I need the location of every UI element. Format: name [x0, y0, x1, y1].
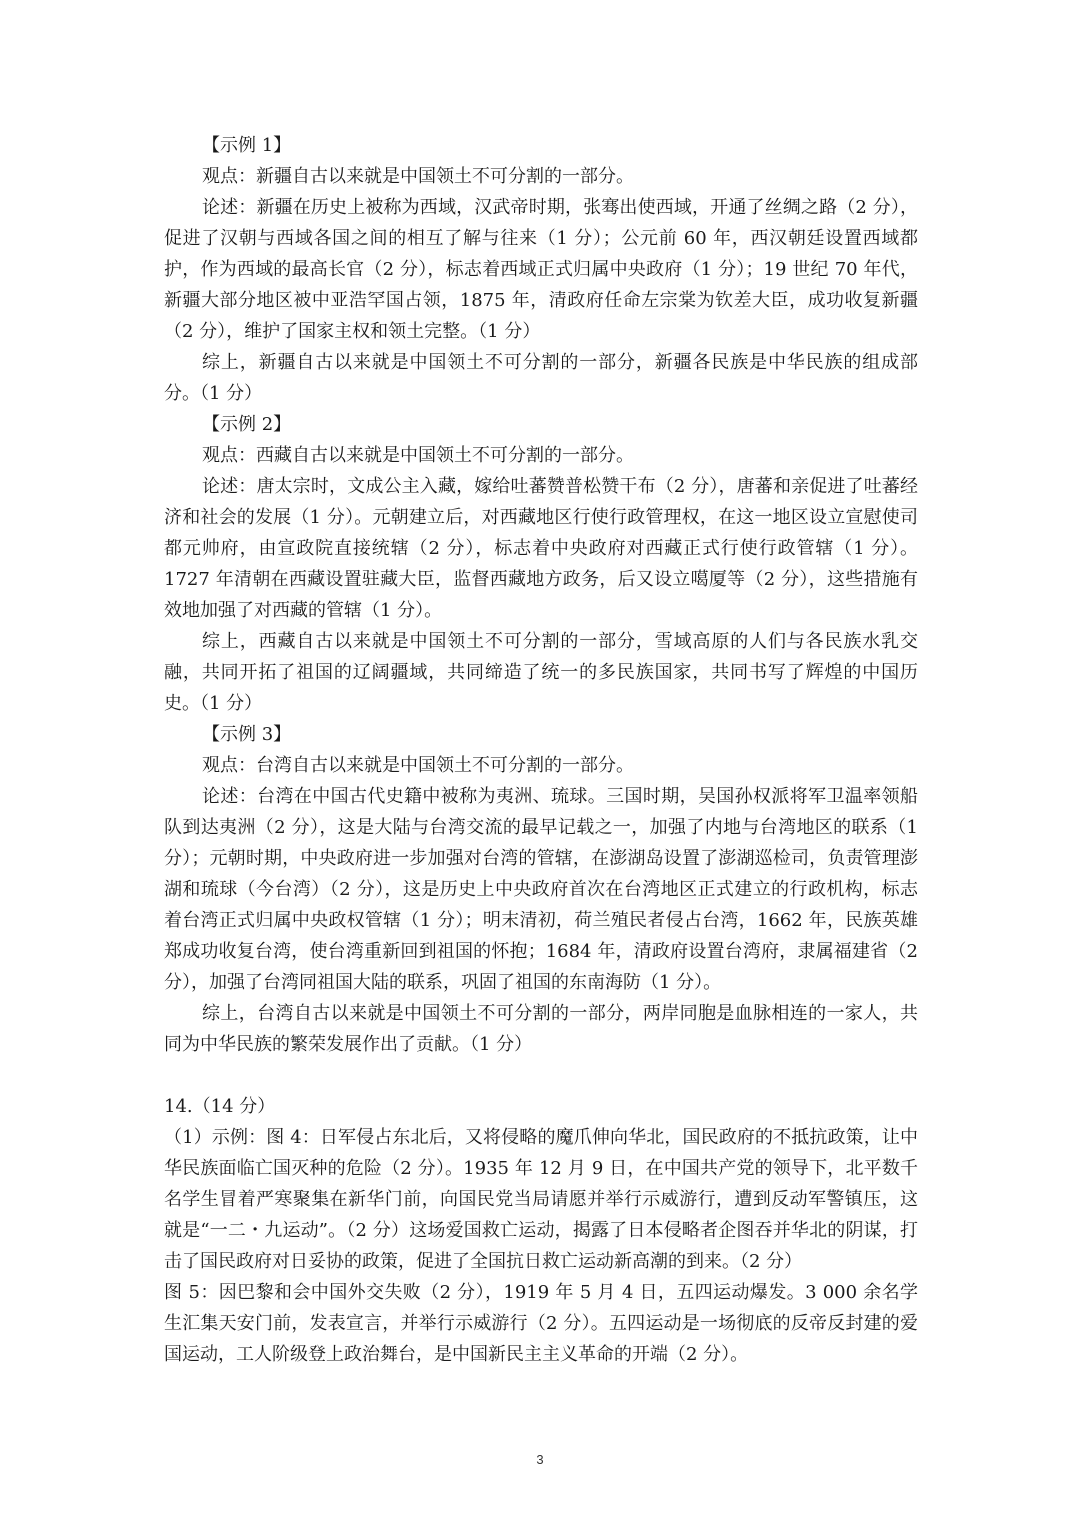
question-14-title: 14.（14 分）	[164, 1096, 276, 1117]
example-3-conclusion: 综上，台湾自古以来就是中国领土不可分割的一部分，两岸同胞是血脉相连的一家人，共同为中华民族的繁荣发展作出了贡献。（1 分）	[164, 1003, 918, 1055]
example-2-heading: 【示例 2】	[202, 414, 292, 435]
example-1-argument: 论述：新疆在历史上被称为西域，汉武帝时期，张骞出使西域，开通了丝绸之路（2 分），促进了汉朝与西域各国之间的相互了解与往来（1 分）；公元前 60 年，西汉朝廷设置西域都护，作为西域的最高长官（2 分），标志着西域正式归属中央政府（1 分）；19 世纪 70 年代，新疆大部分地区被中亚浩罕国占领，1875 年，清政府任命左宗棠为钦差大臣，成功收复新疆（2 分），维护了国家主权和领土完整。（1 分）	[164, 197, 918, 342]
page-number: 3	[536, 1452, 544, 1467]
example-1-viewpoint: 观点：新疆自古以来就是中国领土不可分割的一部分。	[202, 166, 634, 187]
question-14-figure-5: 图 5：因巴黎和会中国外交失败（2 分），1919 年 5 月 4 日，五四运动爆发。3 000 余名学生汇集天安门前，发表宣言，并举行示威游行（2 分）。五四运动是一场彻底的反帝反封建的爱国运动，工人阶级登上政治舞台，是中国新民主主义革命的开端（2 分）。	[164, 1282, 918, 1365]
question-14-part-1: （1）示例：图 4：日军侵占东北后，又将侵略的魔爪伸向华北，国民政府的不抵抗政策，让中华民族面临亡国灭种的危险（2 分）。1935 年 12 月 9 日，在中国共产党的领导下，北平数千名学生冒着严寒聚集在新华门前，向国民党当局请愿并举行示威游行，遭到反动军警镇压，这就是“一二・九运动”。（2 分）这场爱国救亡运动，揭露了日本侵略者企图吞并华北的阴谋，打击了国民政府对日妥协的政策，促进了全国抗日救亡运动新高潮的到来。（2 分）	[164, 1127, 918, 1272]
example-1-heading: 【示例 1】	[202, 135, 292, 156]
example-2-conclusion: 综上，西藏自古以来就是中国领土不可分割的一部分，雪域高原的人们与各民族水乳交融，共同开拓了祖国的辽阔疆域，共同缔造了统一的多民族国家，共同书写了辉煌的中国历史。（1 分）	[164, 631, 918, 714]
example-1-conclusion: 综上，新疆自古以来就是中国领土不可分割的一部分，新疆各民族是中华民族的组成部分。（1 分）	[164, 352, 918, 404]
example-3-viewpoint: 观点：台湾自古以来就是中国领土不可分割的一部分。	[202, 755, 634, 776]
example-3-argument: 论述：台湾在中国古代史籍中被称为夷洲、琉球。三国时期，吴国孙权派将军卫温率领船队到达夷洲（2 分），这是大陆与台湾交流的最早记载之一，加强了内地与台湾地区的联系（1 分）；元朝时期，中央政府进一步加强对台湾的管辖，在澎湖岛设置了澎湖巡检司，负责管理澎湖和琉球（今台湾）（2 分），这是历史上中央政府首次在台湾地区正式建立的行政机构，标志着台湾正式归属中央政权管辖（1 分）；明末清初，荷兰殖民者侵占台湾，1662 年，民族英雄郑成功收复台湾，使台湾重新回到祖国的怀抱；1684 年，清政府设置台湾府，隶属福建省（2 分），加强了台湾同祖国大陆的联系，巩固了祖国的东南海防（1 分）。	[164, 786, 918, 993]
example-2-viewpoint: 观点：西藏自古以来就是中国领土不可分割的一部分。	[202, 445, 634, 466]
answer-text-block	[164, 130, 918, 1370]
example-3-heading: 【示例 3】	[202, 724, 292, 745]
example-2-argument: 论述：唐太宗时，文成公主入藏，嫁给吐蕃赞普松赞干布（2 分），唐蕃和亲促进了吐蕃经济和社会的发展（1 分）。元朝建立后，对西藏地区行使行政管理权，在这一地区设立宣慰使司都元帅府，由宣政院直接统辖（2 分），标志着中央政府对西藏正式行使行政管辖（1 分）。1727 年清朝在西藏设置驻藏大臣，监督西藏地方政务，后又设立噶厦等（2 分），这些措施有效地加强了对西藏的管辖（1 分）。	[164, 476, 918, 621]
